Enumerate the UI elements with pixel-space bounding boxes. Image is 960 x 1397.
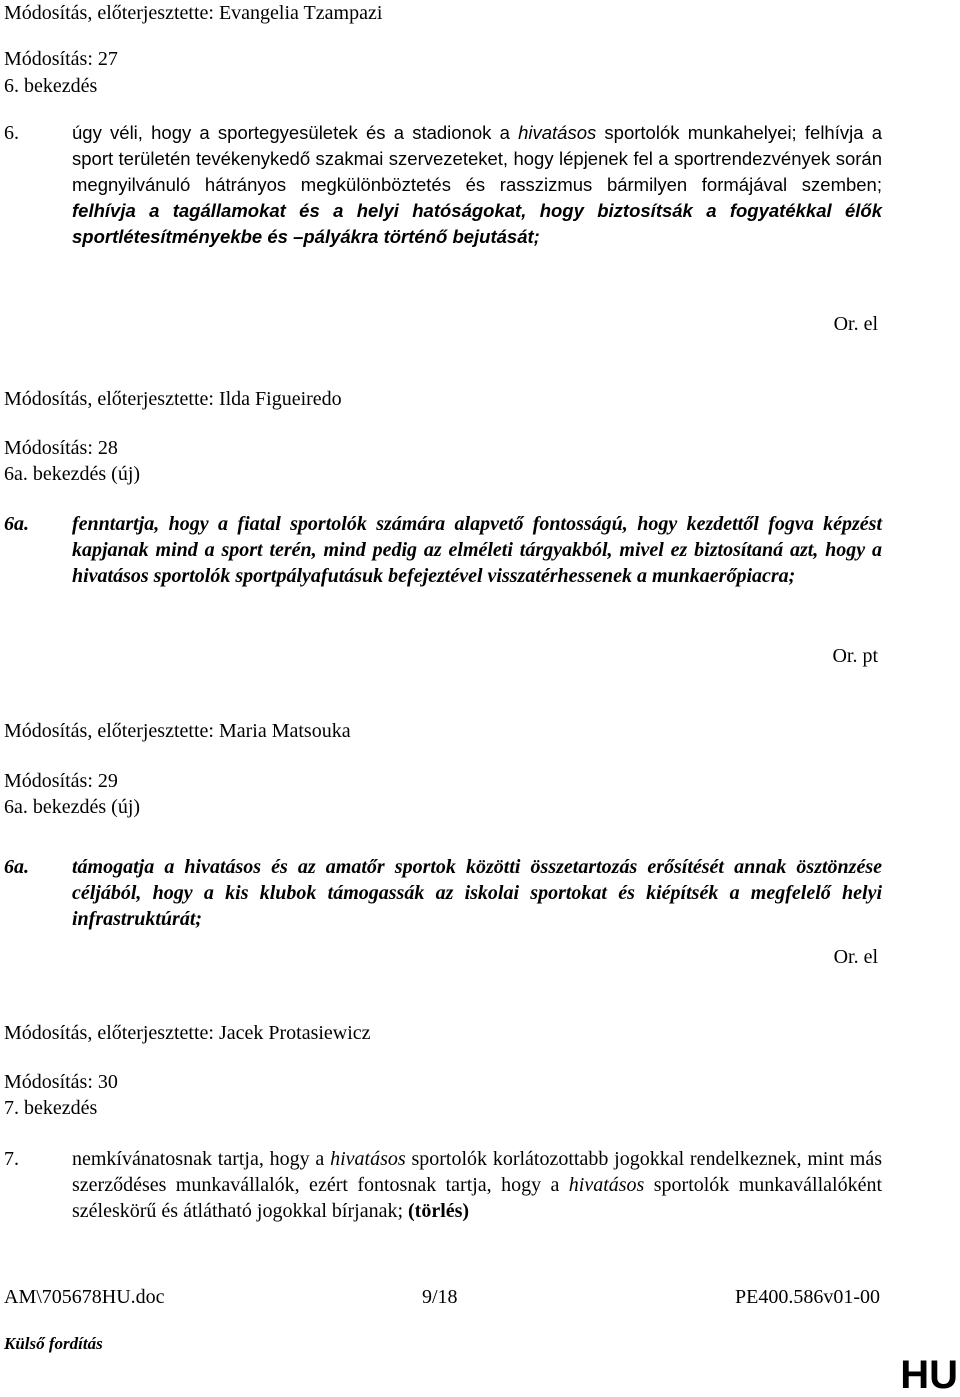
paragraph-number: 6a.: [4, 513, 29, 535]
amendment-number: Módosítás: 27: [4, 48, 118, 70]
paragraph-reference: 6a. bekezdés (új): [4, 463, 141, 485]
text-segment: –pályákra történő bejutását;: [293, 226, 540, 247]
page-number: 9/18: [422, 1286, 458, 1308]
document-filename: AM\705678HU.doc: [4, 1286, 165, 1308]
text-segment: nemkívánatosnak tartja, hogy a: [72, 1148, 331, 1170]
paragraph-number: 6a.: [4, 856, 29, 878]
text-segment: hivatásos: [568, 1174, 645, 1196]
original-language: Or. pt: [832, 645, 878, 667]
text-segment: felhívja a tagállamokat és a helyi hatóságokat, hogy biztosítsák a fogyatékkal élők sportlétesítményekbe és: [72, 200, 882, 247]
page-footer: [4, 1284, 880, 1310]
paragraph-reference: 6. bekezdés: [4, 75, 98, 97]
text-segment: sportolók munkavállalóként széleskörű és átlátható jogokkal bírjanak;: [72, 1174, 883, 1222]
paragraph-body: [72, 120, 882, 250]
paragraph-reference: 7. bekezdés: [4, 1097, 98, 1119]
amendment-paragraph: [4, 1146, 884, 1224]
translation-note: Külső fordítás: [4, 1334, 103, 1353]
paragraph-number: 7.: [4, 1148, 19, 1170]
text-segment: fenntartja, hogy a fiatal sportolók számára alapvető fontosságú, hogy kezdettől fogva képzést kapjanak mind a sport terén, mind pedig az elméleti tárgyakból, mivel ez biztosítaná azt, hogy a hivatásos sportolók sportpályafutásuk befejeztével visszatérhessenek a munkaerőpiacra;: [72, 513, 882, 587]
amendment-paragraph: [4, 511, 884, 589]
paragraph-body: [72, 1146, 882, 1224]
paragraph-body: [72, 511, 882, 589]
text-segment: hivatásos: [518, 122, 597, 143]
amendment-paragraph: [4, 120, 884, 250]
amendment-author: Módosítás, előterjesztette: Maria Matsouka: [4, 720, 351, 742]
text-segment: sportolók korlátozottabb jogokkal rendelkeznek, mint más szerződéses munkavállalók, ezért fontosnak tartja, hogy a: [72, 1148, 882, 1196]
amendment-author: Módosítás, előterjesztette: Jacek Protasiewicz: [4, 1022, 371, 1044]
text-segment: úgy véli, hogy a sportegyesületek és a stadionok a: [72, 122, 519, 143]
amendment-number: Módosítás: 28: [4, 437, 118, 459]
text-segment: sportolók munkahelyei; felhívja a sport területén tevékenykedő szakmai szervezeteket, hogy lépjenek fel a sportrendezvények során megnyilvánuló hátrányos megkülönböztetés és rasszizmus bármilyen formájával szemben;: [72, 122, 882, 195]
paragraph-number: 6.: [4, 122, 19, 144]
document-reference: PE400.586v01-00: [735, 1286, 880, 1308]
text-segment: támogatja a hivatásos és az amatőr sportok közötti összetartozás erősítését annak ösztönzése céljából, hogy a kis klubok támogassák az iskolai sportokat és kiépítsék a megfelelő helyi infrastruktúrát;: [72, 856, 882, 930]
original-language: Or. el: [833, 946, 878, 968]
amendment-author: Módosítás, előterjesztette: Ilda Figueiredo: [4, 388, 342, 410]
original-language: Or. el: [833, 313, 878, 335]
amendment-paragraph: [4, 854, 884, 932]
language-code: HU: [900, 1353, 958, 1397]
paragraph-body: [72, 854, 882, 932]
paragraph-reference: 6a. bekezdés (új): [4, 796, 141, 818]
amendment-number: Módosítás: 30: [4, 1071, 118, 1093]
amendment-author: Módosítás, előterjesztette: Evangelia Tzampazi: [4, 2, 383, 24]
text-segment: (törlés): [408, 1200, 470, 1222]
text-segment: hivatásos: [330, 1148, 406, 1170]
amendment-number: Módosítás: 29: [4, 770, 118, 792]
